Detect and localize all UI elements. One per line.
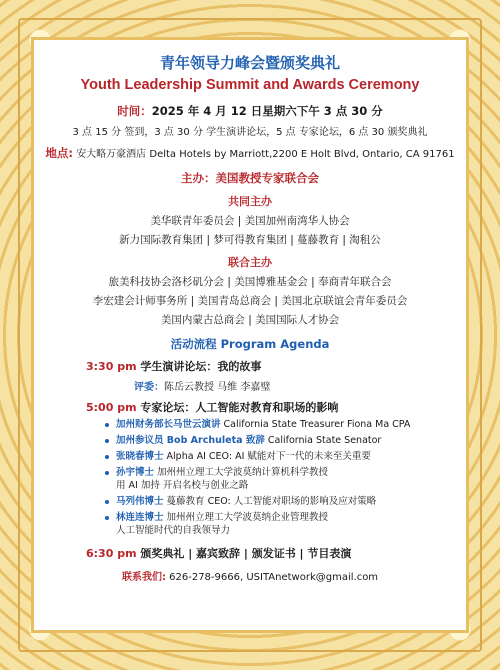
speaker-list <box>34 418 466 537</box>
speaker-topic: 用 AI 加持 开启名校与创业之路 <box>116 480 249 491</box>
judges <box>34 378 466 393</box>
event-location <box>34 145 466 161</box>
speaker-name: 加州参议员 Bob Archuleta 致辞 <box>116 435 265 446</box>
main-host: 主办：美国教授专家联合会 <box>181 171 319 185</box>
session-name: 学生演讲论坛：我的故事 <box>140 360 262 373</box>
agenda-session-1 <box>34 358 466 374</box>
speaker-item <box>116 511 466 537</box>
contact-info <box>34 568 466 583</box>
speaker-item <box>116 434 466 447</box>
speaker-item <box>116 495 466 508</box>
judges-label: 评委： <box>134 382 164 393</box>
session-time: 5:00 pm <box>86 401 137 414</box>
time-label: 时间： <box>117 104 152 118</box>
schedule-summary: 3 点 15 分 签到，3 点 30 分 学生演讲论坛，5 点 专家论坛，6 点 30 颁奖典礼 <box>72 127 428 138</box>
speaker-name: 张晓春博士 <box>116 451 164 462</box>
speaker-item <box>116 418 466 431</box>
joint-hosts-title: 联合主办 <box>228 256 272 269</box>
contact-value[interactable]: 626-278-9666, USITAnetwork@gmail.com <box>169 572 379 583</box>
speaker-item <box>116 450 466 463</box>
agenda-session-3 <box>34 545 466 561</box>
speaker-name: 林连连博士 <box>116 512 164 523</box>
location-label: 地点: <box>45 146 73 160</box>
session-name: 颁奖典礼 | 嘉宾致辞 | 颁发证书 | 节目表演 <box>140 547 352 560</box>
title-chinese: 青年领导力峰会暨颁奖典礼 <box>159 54 340 72</box>
time-value: 2025 年 4 月 12 日星期六下午 3 点 30 分 <box>151 104 383 118</box>
co-host-line: 新力国际教育集团 | 梦可得教育集团 | 蔓藤教育 | 淘租公 <box>119 234 381 246</box>
speaker-topic: 人工智能时代的自我领导力 <box>116 525 231 536</box>
judges-names: 陈岳云教授 马维 李嘉璧 <box>164 382 271 393</box>
speaker-desc: Alpha AI CEO: AI 赋能对下一代的未来至关重要 <box>166 451 371 462</box>
speaker-desc: California State Treasurer Fiona Ma CPA <box>223 419 411 430</box>
joint-host-line: 李宏建会计师事务所 | 美国青岛总商会 | 美国北京联谊会青年委员会 <box>92 295 408 307</box>
speaker-name: 加州财务部长马世云演讲 <box>116 419 221 430</box>
contact-label: 联系我们: <box>121 572 166 583</box>
co-host-line: 美华联青年委员会 | 美国加州南湾华人协会 <box>150 215 350 227</box>
co-hosts-title: 共同主办 <box>228 195 272 208</box>
speaker-name: 孙宇博士 <box>116 467 155 478</box>
agenda-session-2 <box>34 399 466 415</box>
agenda-title: 活动流程 Program Agenda <box>170 337 330 351</box>
speaker-desc: California State Senator <box>267 435 382 446</box>
speaker-desc: 加州州立理工大学波莫纳企业管理教授 <box>166 512 329 523</box>
title-english: Youth Leadership Summit and Awards Ceremony <box>80 77 420 93</box>
location-value: 安大略万豪酒店 Delta Hotels by Marriott,2200 E Holt Blvd, Ontario, CA 91761 <box>76 149 455 160</box>
content-panel <box>34 40 466 630</box>
speaker-desc: 蔓藤教育 CEO: 人工智能对职场的影响及应对策略 <box>166 496 377 507</box>
session-time: 3:30 pm <box>86 360 137 373</box>
speaker-name: 马列伟博士 <box>116 496 164 507</box>
session-name: 专家论坛：人工智能对教育和职场的影响 <box>140 401 339 414</box>
session-time: 6:30 pm <box>86 547 137 560</box>
joint-host-line: 旅美科技协会洛杉矶分会 | 美国博雅基金会 | 奉商青年联合会 <box>108 276 392 288</box>
speaker-desc: 加州州立理工大学波莫纳计算机科学教授 <box>157 467 329 478</box>
joint-host-line: 美国内蒙古总商会 | 美国国际人才协会 <box>160 314 340 326</box>
event-time <box>34 103 466 119</box>
speaker-item <box>116 466 466 492</box>
